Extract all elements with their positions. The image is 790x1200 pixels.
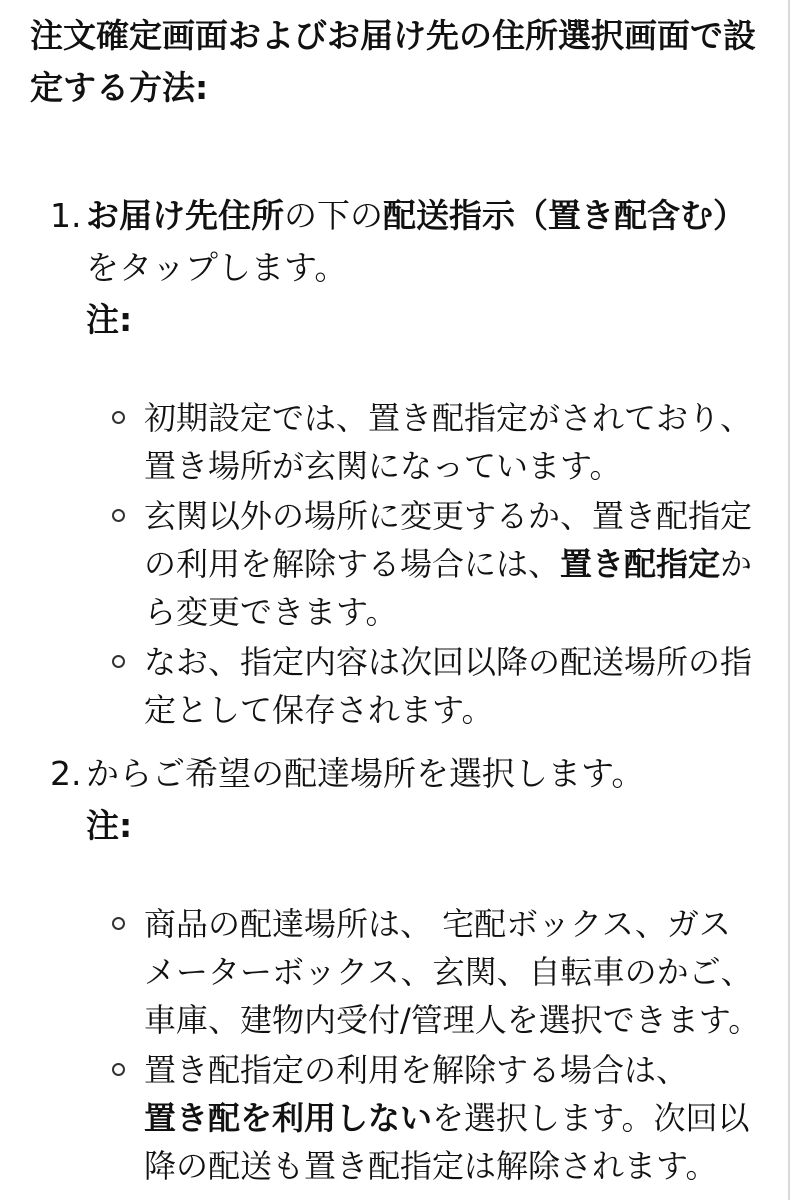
step-number: 1.	[50, 196, 82, 235]
step-number: 2.	[50, 754, 82, 793]
note-item	[110, 638, 762, 734]
note-label: 注:	[86, 300, 133, 339]
steps-list	[30, 190, 762, 1190]
note-label: 注:	[86, 806, 133, 845]
note-item	[110, 1046, 762, 1190]
note-text-part: 玄関以外の場所に変更するか、置き配指定の利用を解除する場合には、	[144, 497, 753, 583]
note-text-part: を選択します。次回以降の配送も置き配指定は解除されます。	[144, 1099, 750, 1185]
step-2	[50, 748, 762, 1190]
do-not-use-unattended-delivery-label: 置き配を利用しない	[144, 1099, 433, 1137]
note-item	[110, 394, 762, 490]
unattended-delivery-setting-label: 置き配指定	[560, 545, 721, 583]
note-text-part: から変更できます。	[144, 545, 753, 631]
shipping-address-label: お届け先住所	[86, 196, 284, 235]
step-text-part: の下の	[284, 196, 383, 235]
note-text	[144, 497, 752, 631]
step-1	[50, 190, 762, 734]
hollow-circle-bullet-icon	[112, 411, 125, 424]
step-text: からご希望の配達場所を選択します。	[86, 754, 645, 793]
note-text: 初期設定では、置き配指定がされており、置き場所が玄関になっています。	[144, 399, 753, 485]
note-text	[144, 1051, 749, 1185]
note-text-part: 置き配指定の利用を解除する場合は、	[144, 1051, 689, 1089]
note-text: なお、指定内容は次回以降の配送場所の指定として保存されます。	[144, 643, 753, 729]
page-heading: 注文確定画面およびお届け先の住所選択画面で設定する方法:	[30, 16, 756, 107]
note-item	[110, 492, 762, 636]
note-text: 商品の配達場所は、 宅配ボックス、ガスメーターボックス、玄関、自転車のかご、車庫、建物内受付/管理人を選択できます。	[144, 905, 761, 1039]
hollow-circle-bullet-icon	[112, 1063, 125, 1076]
note-item	[110, 900, 762, 1044]
step-text-part: をタップします。	[86, 248, 348, 287]
hollow-circle-bullet-icon	[112, 509, 125, 522]
notes-list	[86, 394, 762, 734]
notes-list	[86, 900, 762, 1190]
hollow-circle-bullet-icon	[112, 917, 125, 930]
delivery-instructions-label: 配送指示（置き配含む）	[383, 196, 746, 235]
hollow-circle-bullet-icon	[112, 655, 125, 668]
step-text	[86, 196, 746, 287]
